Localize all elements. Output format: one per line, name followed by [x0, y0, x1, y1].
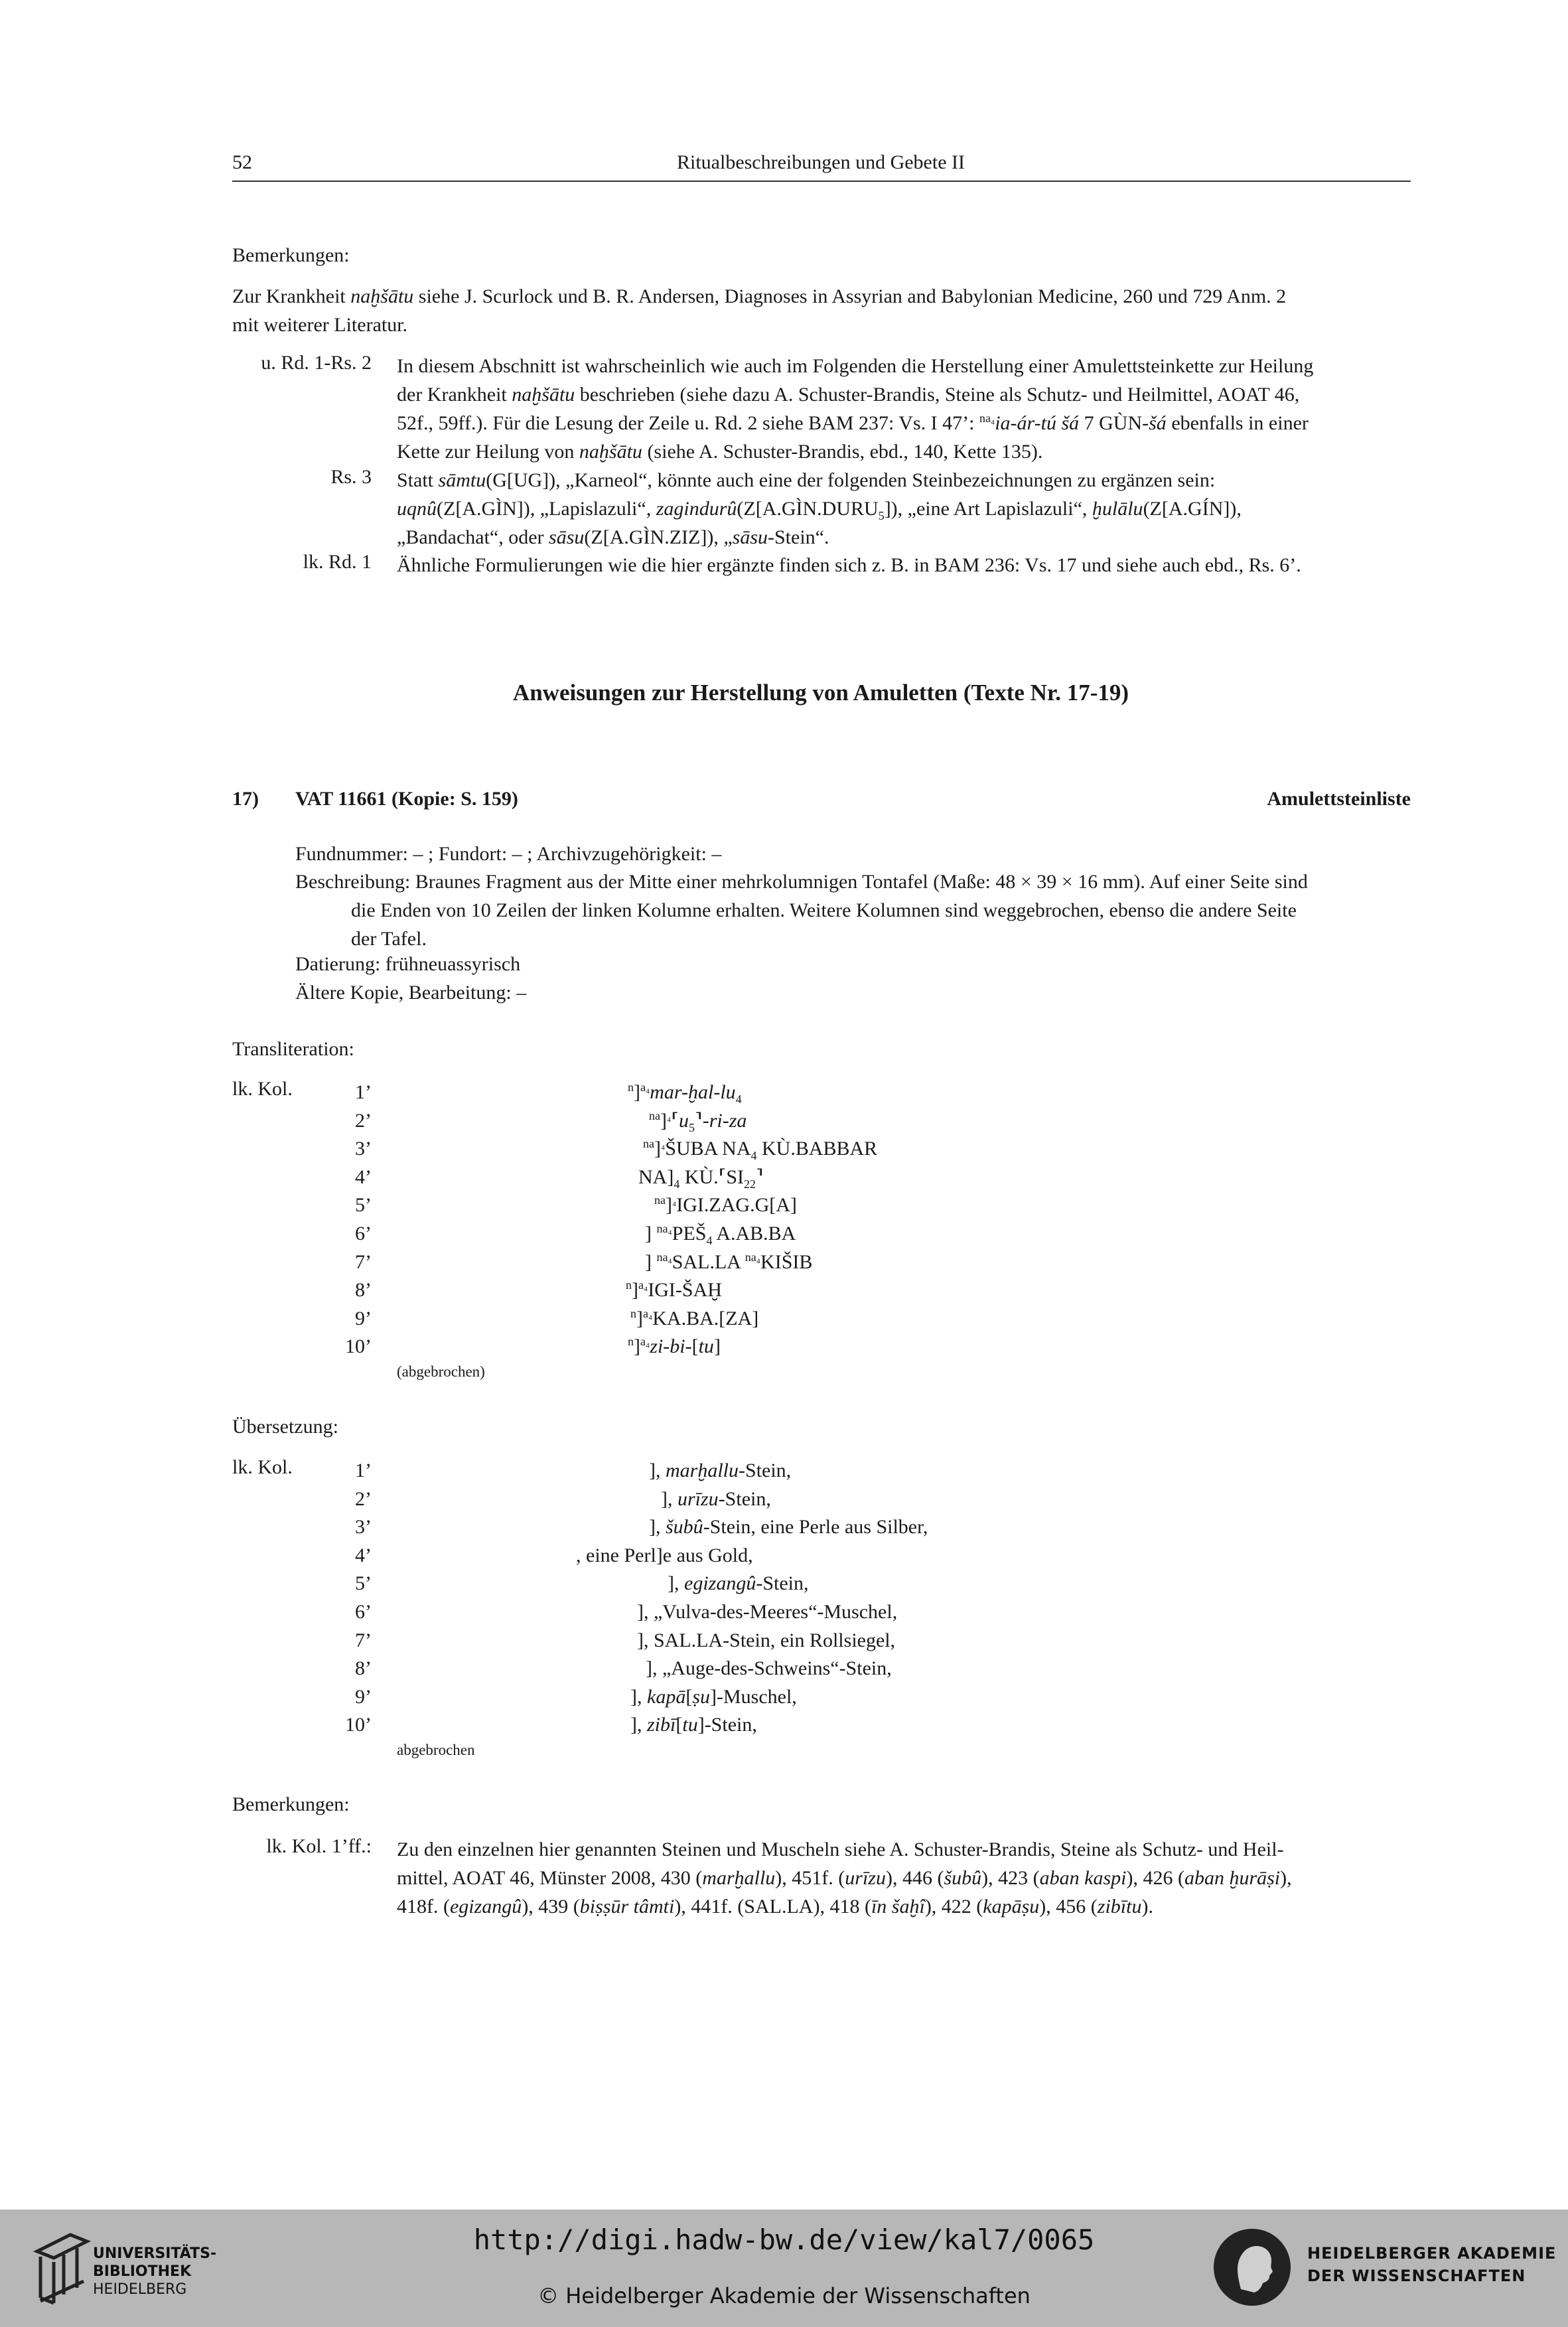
line-row — [0, 1683, 1568, 1711]
line-text: ], SAL.LA-Stein, ein Rollsiegel, — [637, 1629, 896, 1651]
line-number: 5’ — [355, 1572, 372, 1595]
line-number: 4’ — [355, 1165, 372, 1188]
line-number: 6’ — [355, 1601, 372, 1623]
line-number: 7’ — [355, 1250, 372, 1273]
line-number: 9’ — [355, 1685, 372, 1708]
line-number: 7’ — [355, 1629, 372, 1651]
line-number: 10’ — [345, 1714, 372, 1736]
line-text: $NA]_4$ $KÙ.⸢SI_{22}⸣$ — [638, 1165, 764, 1191]
line-row — [0, 1248, 1568, 1276]
remark-key: lk. Kol. 1’ff.: — [266, 1835, 372, 1857]
note-text: Statt sāmtu(G[UG]), „Karneol“, könnte auch eine der folgenden Steinbezeichnungen zu ergänzen sein: uqnû(Z[A.GÌN]), „Lapislazuli“, $zagindurû(Z[A.GÌN.DURU_5])$, „eine Art Lapislazuli“, ḫulālu(Z[A.GÍN]), „Bandachat“, oder sāsu(Z[A.GÌN.ZIZ]), „sāsu-Stein“. — [397, 469, 1242, 548]
header-rule — [232, 181, 1411, 182]
dating: Datierung: frühneuassyrisch — [295, 953, 521, 975]
translation-label: Übersetzung: — [232, 1416, 338, 1438]
text-title: VAT 11661 (Kopie: S. 159) — [295, 788, 518, 810]
line-number: 9’ — [355, 1307, 372, 1329]
line-row — [0, 1626, 1568, 1655]
line-text: ], urīzu-Stein, — [661, 1487, 771, 1510]
line-number: 5’ — [355, 1194, 372, 1217]
line-text: $^n]^{a_4}mar-ḫal-lu_4$ — [628, 1081, 742, 1106]
line-row — [0, 1304, 1568, 1333]
note-key: lk. Rd. 1 — [303, 551, 372, 573]
text-number: 17) — [232, 788, 259, 810]
line-text: ], egizangû-Stein, — [668, 1572, 809, 1595]
line-text: ], „Auge-des-Schweins“-Stein, — [646, 1657, 892, 1680]
note-key: Rs. 3 — [330, 466, 372, 488]
line-row — [0, 1191, 1568, 1219]
line-number: 4’ — [355, 1544, 372, 1566]
line-row — [0, 1541, 1568, 1570]
page-number: 52 — [232, 151, 252, 173]
text-category: Amulettsteinliste — [1267, 788, 1411, 810]
profile-head-icon — [1211, 2226, 1294, 2309]
line-row — [0, 1485, 1568, 1513]
remarks-intro-line: mit weiterer Literatur. — [232, 314, 408, 336]
line-text: ], šubû-Stein, eine Perle aus Silber, — [649, 1516, 928, 1539]
line-row — [0, 1163, 1568, 1191]
line-number: 3’ — [355, 1138, 372, 1160]
library-logo-text: UNIVERSITÄTS- BIBLIOTHEK HEIDELBERG — [93, 2245, 217, 2298]
line-text: $^{na}$]$^{_4}$ŠUBA $NA_4$ KÙ.BABBAR — [643, 1137, 878, 1163]
line-text: ], „Vulva-des-Meeres“-Muschel, — [637, 1601, 898, 1623]
line-row — [0, 1219, 1568, 1248]
academy-logo-text: HEIDELBERGER AKADEMIE DER WISSENSCHAFTEN — [1307, 2244, 1557, 2285]
note-text: In diesem Abschnitt ist wahrscheinlich wie auch im Folgenden die Herstellung einer Amulettsteinkette zur Heilung der Krankheit naḫšātu beschrieben (siehe dazu A. Schuster-Brandis, Steine als Schutz- und Heilmittel, AOAT 46, 52f., 59ff.). Für die Lesung der Zeile u. Rd. 2 siehe BAM 237: Vs. I 47’: $^{na_4}$ia-ár-tú šá 7 GÙN-šá ebenfalls in einer Kette zur Heilung von naḫšātu (siehe A. Schuster-Brandis, ebd., 140, Kette 135). — [397, 355, 1314, 463]
line-number: 2’ — [355, 1109, 372, 1132]
column-label: lk. Kol. — [232, 1078, 293, 1100]
line-row — [0, 1332, 1568, 1361]
line-text: ] $^{na_4}PEŠ_4$ A.AB.BA — [645, 1222, 796, 1247]
line-row — [0, 1569, 1568, 1598]
line-text: $^{na}]^{_4}⸢u_5⸣-ri-za$ — [649, 1108, 747, 1134]
copyright: © Heidelberger Akademie der Wissenschaften — [537, 2283, 1031, 2308]
line-text: $^{na}$]$^{_4}$IGI.ZAG.G[A] — [654, 1193, 797, 1217]
line-text: ], kapā[ṣu]-Muschel, — [630, 1685, 797, 1708]
line-row — [0, 1134, 1568, 1163]
line-number: 1’ — [355, 1081, 372, 1103]
line-number: 6’ — [355, 1223, 372, 1244]
running-title: Ritualbeschreibungen und Gebete II — [676, 151, 965, 173]
note-key: u. Rd. 1-Rs. 2 — [261, 352, 372, 374]
line-number: 3’ — [355, 1516, 372, 1539]
line-row — [0, 1710, 1568, 1739]
line-number: 2’ — [355, 1487, 372, 1510]
remark-text: Zu den einzelnen hier genannten Steinen und Muscheln siehe A. Schuster-Brandis, Steine als Schutz- und Heil- mittel, AOAT 46, Münster 2008, 430 (marḫallu), 451f. (urīzu), 446 (šubû), 423 (aban kaspi), 426 (aban ḫurāṣi), 418f. (egizangû), 439 (biṣṣūr tâmti), 441f. (SAL.LA), 418 (īn šaḫî), 422 (kapāṣu), 456 (zibītu). — [397, 1839, 1292, 1917]
line-row — [0, 1456, 1568, 1485]
remarks-label: Bemerkungen: — [232, 1793, 350, 1815]
find-info: Fundnummer: – ; Fundort: – ; Archivzugehörigkeit: – — [295, 843, 722, 865]
remarks-intro: Zur Krankheit naḫšātu siehe J. Scurlock und B. R. Andersen, Diagnoses in Assyrian and Babylonian Medicine, 260 und 729 Anm. 2 mit weiterer Literatur. — [232, 282, 1411, 339]
older-copy: Ältere Kopie, Bearbeitung: – — [295, 982, 527, 1004]
line-number: 1’ — [355, 1460, 372, 1481]
column-label: lk. Kol. — [232, 1456, 293, 1478]
section-heading: Anweisungen zur Herstellung von Amuletten (Texte Nr. 17-19) — [512, 680, 1129, 706]
line-text: ] $^{na_4}$SAL.LA $^{na_4}$KIŠIB — [645, 1250, 813, 1273]
line-text: ], zibī[tu]-Stein, — [630, 1714, 757, 1736]
line-number: 8’ — [355, 1279, 372, 1302]
broken-note: (abgebrochen) — [397, 1363, 485, 1380]
line-text: $^n$]$^{a_4}$zi-bi-[tu] — [628, 1335, 721, 1358]
line-row — [0, 1513, 1568, 1541]
line-row — [0, 1654, 1568, 1683]
remarks-label: Bemerkungen: — [232, 244, 350, 266]
line-row — [0, 1078, 1568, 1106]
line-text: $^n$]$^{a_4}$KA.BA.[ZA] — [630, 1306, 759, 1329]
line-number: 8’ — [355, 1657, 372, 1680]
note-text: Ähnliche Formulierungen wie die hier ergänzte finden sich z. B. in BAM 236: Vs. 17 und siehe auch ebd., Rs. 6’. — [397, 554, 1301, 576]
line-row — [0, 1106, 1568, 1135]
line-text: , eine Perl]e aus Gold, — [576, 1544, 753, 1566]
line-text: $^n$]$^{a_4}$IGI-ŠAḪ — [626, 1278, 722, 1302]
line-row — [0, 1276, 1568, 1304]
line-text: ], marḫallu-Stein, — [649, 1460, 792, 1481]
remarks-intro-rest: siehe J. Scurlock und B. R. Andersen, Diagnoses in Assyrian and Babylonian Medicine, 260 und 729 Anm. 2 — [413, 285, 1287, 307]
description: Beschreibung: Braunes Fragment aus der Mitte einer mehrkolumnigen Tontafel (Maße: 48 × 39 × 16 mm). Auf einer Seite sind die Enden von 10 Zeilen der linken Kolumne erhalten. Weitere Kolumnen sind weggebrochen, ebenso die andere Seite der Tafel. — [295, 871, 1308, 950]
digital-url[interactable]: http://digi.hadw-bw.de/view/kal7/0065 — [473, 2223, 1095, 2256]
line-number: 10’ — [345, 1335, 372, 1358]
transliteration-label: Transliteration: — [232, 1038, 354, 1060]
broken-note: abgebrochen — [397, 1742, 475, 1758]
line-row — [0, 1598, 1568, 1626]
